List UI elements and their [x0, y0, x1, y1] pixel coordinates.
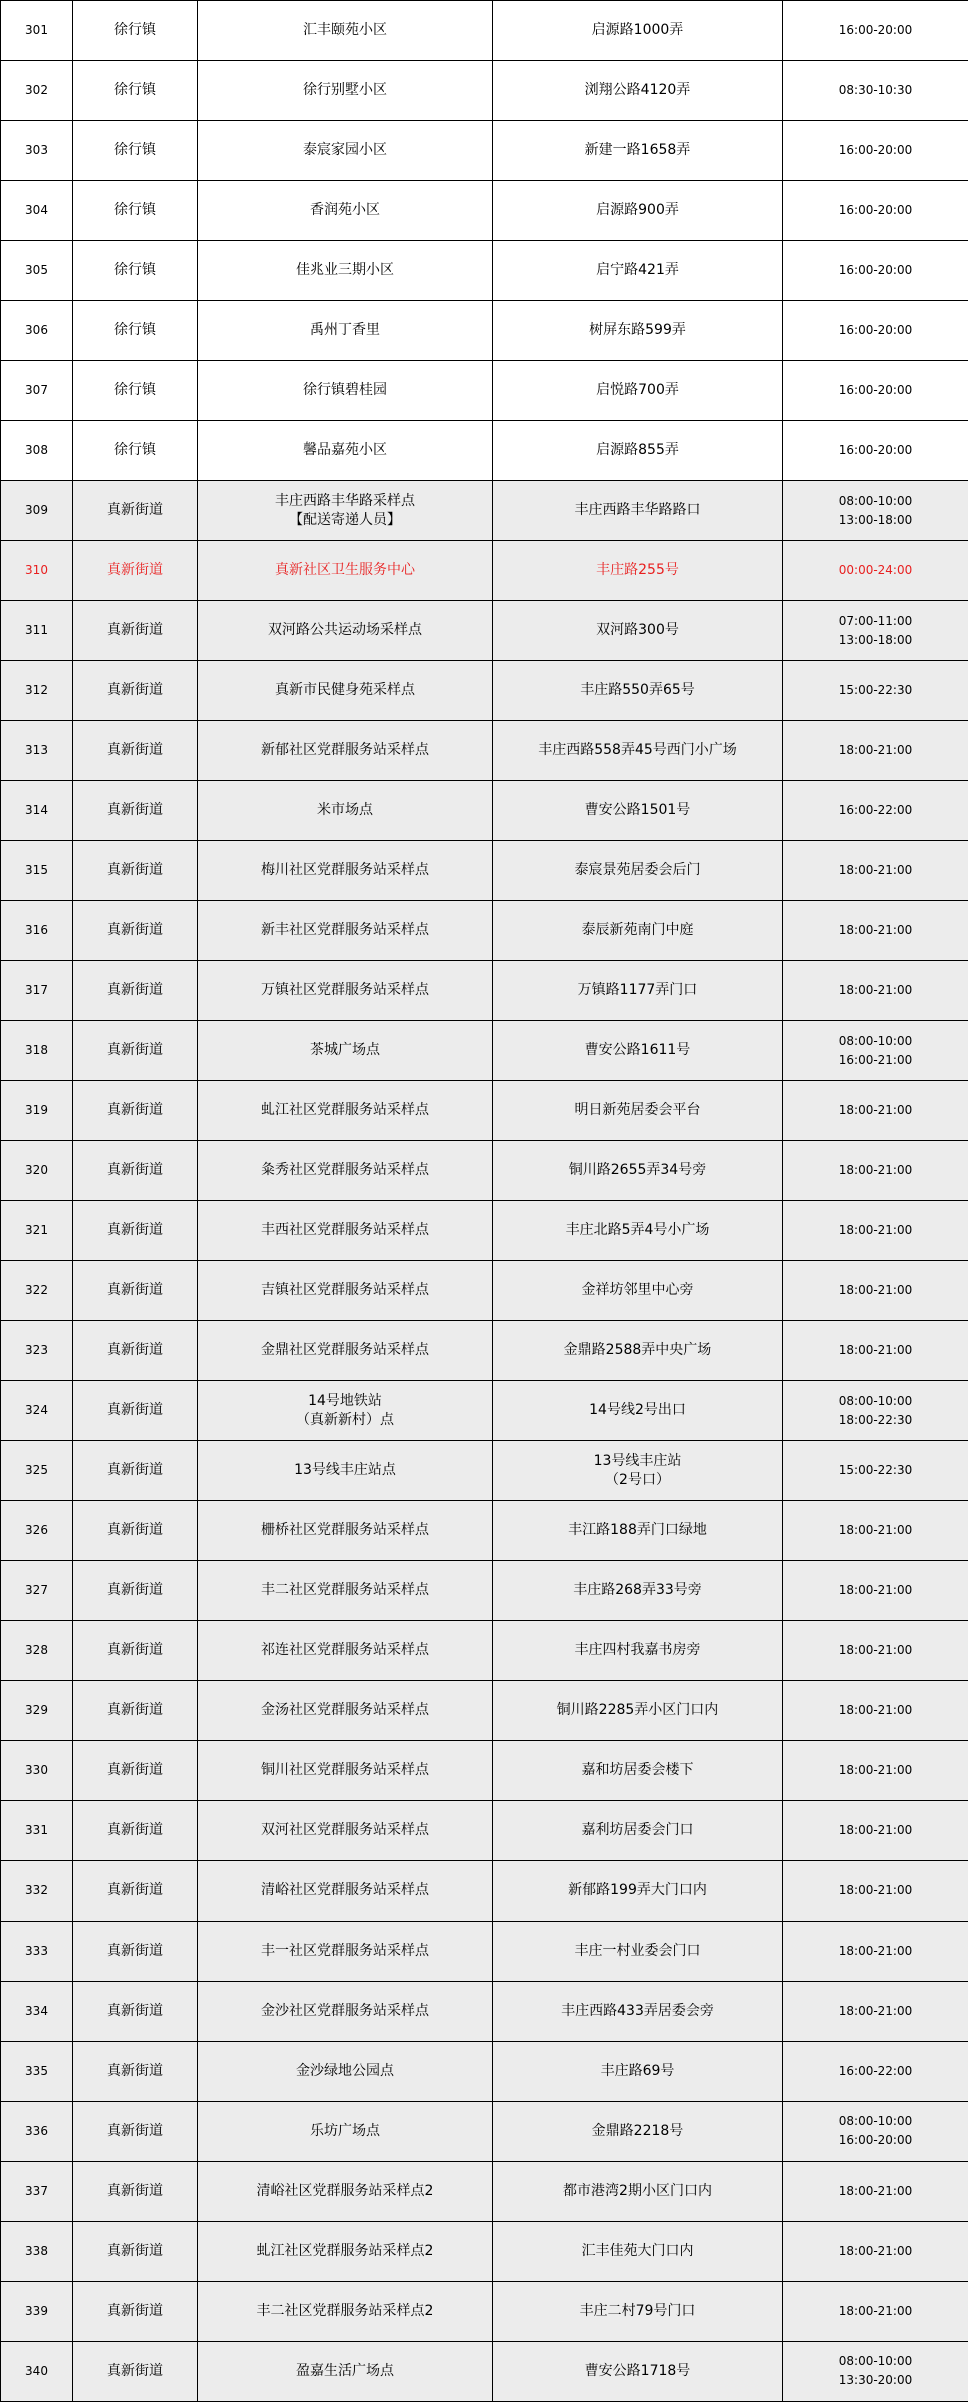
cell-time: 16:00-20:00 [783, 241, 968, 301]
cell-number: 326 [1, 1501, 73, 1561]
cell-site-name: 丰二社区党群服务站采样点 [198, 1561, 493, 1621]
cell-number: 316 [1, 901, 73, 961]
cell-time: 08:30-10:30 [783, 61, 968, 121]
cell-time: 18:00-21:00 [783, 1681, 968, 1741]
table-row [1, 1861, 968, 1921]
cell-address: 嘉和坊居委会楼下 [493, 1741, 783, 1801]
cell-site-name: 真新社区卫生服务中心 [198, 541, 493, 601]
cell-number: 310 [1, 541, 73, 601]
cell-time: 00:00-24:00 [783, 541, 968, 601]
cell-site-name: 金沙社区党群服务站采样点 [198, 1981, 493, 2041]
cell-town: 真新街道 [73, 1981, 198, 2041]
cell-address: 金鼎路2218号 [493, 2101, 783, 2161]
table-row [1, 241, 968, 301]
cell-time: 15:00-22:30 [783, 1441, 968, 1501]
cell-town: 徐行镇 [73, 61, 198, 121]
cell-town: 徐行镇 [73, 1, 198, 61]
cell-address: 丰庄北路5弄4号小广场 [493, 1201, 783, 1261]
cell-time: 18:00-21:00 [783, 1321, 968, 1381]
cell-number: 309 [1, 481, 73, 541]
cell-number: 328 [1, 1621, 73, 1681]
cell-number: 338 [1, 2221, 73, 2281]
cell-address: 丰庄路69号 [493, 2041, 783, 2101]
cell-town: 真新街道 [73, 1801, 198, 1861]
cell-address: 13号线丰庄站 （2号口） [493, 1441, 783, 1501]
table-row [1, 661, 968, 721]
cell-site-name: 乐坊广场点 [198, 2101, 493, 2161]
table-row [1, 1921, 968, 1981]
cell-town: 真新街道 [73, 2221, 198, 2281]
cell-address: 泰宸景苑居委会后门 [493, 841, 783, 901]
cell-address: 丰庄路268弄33号旁 [493, 1561, 783, 1621]
cell-site-name: 祁连社区党群服务站采样点 [198, 1621, 493, 1681]
cell-town: 真新街道 [73, 901, 198, 961]
cell-time: 18:00-21:00 [783, 901, 968, 961]
cell-time: 18:00-21:00 [783, 1981, 968, 2041]
cell-time: 18:00-21:00 [783, 1561, 968, 1621]
table-row [1, 1321, 968, 1381]
cell-number: 304 [1, 181, 73, 241]
table-row [1, 541, 968, 601]
cell-site-name: 双河路公共运动场采样点 [198, 601, 493, 661]
cell-number: 321 [1, 1201, 73, 1261]
cell-town: 真新街道 [73, 2161, 198, 2221]
cell-site-name: 粂秀社区党群服务站采样点 [198, 1141, 493, 1201]
cell-time: 18:00-21:00 [783, 1201, 968, 1261]
cell-site-name: 清峪社区党群服务站采样点 [198, 1861, 493, 1921]
cell-number: 337 [1, 2161, 73, 2221]
cell-site-name: 栅桥社区党群服务站采样点 [198, 1501, 493, 1561]
cell-town: 真新街道 [73, 841, 198, 901]
cell-time: 18:00-21:00 [783, 1081, 968, 1141]
cell-site-name: 汇丰颐苑小区 [198, 1, 493, 61]
cell-town: 徐行镇 [73, 361, 198, 421]
cell-number: 317 [1, 961, 73, 1021]
table-row [1, 121, 968, 181]
cell-address: 都市港湾2期小区门口内 [493, 2161, 783, 2221]
cell-time: 16:00-20:00 [783, 121, 968, 181]
cell-number: 322 [1, 1261, 73, 1321]
cell-number: 327 [1, 1561, 73, 1621]
cell-time: 18:00-21:00 [783, 1921, 968, 1981]
cell-number: 340 [1, 2341, 73, 2401]
cell-town: 徐行镇 [73, 181, 198, 241]
cell-time: 18:00-21:00 [783, 961, 968, 1021]
cell-number: 301 [1, 1, 73, 61]
cell-site-name: 丰二社区党群服务站采样点2 [198, 2281, 493, 2341]
cell-site-name: 清峪社区党群服务站采样点2 [198, 2161, 493, 2221]
cell-number: 332 [1, 1861, 73, 1921]
cell-number: 306 [1, 301, 73, 361]
cell-address: 启宁路421弄 [493, 241, 783, 301]
table-row [1, 601, 968, 661]
cell-address: 丰江路188弄门口绿地 [493, 1501, 783, 1561]
cell-town: 真新街道 [73, 781, 198, 841]
table-row [1, 781, 968, 841]
cell-number: 318 [1, 1021, 73, 1081]
cell-time: 08:00-10:00 16:00-21:00 [783, 1021, 968, 1081]
cell-time: 18:00-21:00 [783, 2161, 968, 2221]
table-row [1, 1801, 968, 1861]
cell-site-name: 双河社区党群服务站采样点 [198, 1801, 493, 1861]
table-row [1, 181, 968, 241]
cell-site-name: 铜川社区党群服务站采样点 [198, 1741, 493, 1801]
cell-time: 18:00-21:00 [783, 2221, 968, 2281]
cell-time: 16:00-20:00 [783, 421, 968, 481]
table-row [1, 481, 968, 541]
cell-site-name: 丰西社区党群服务站采样点 [198, 1201, 493, 1261]
cell-site-name: 虬江社区党群服务站采样点2 [198, 2221, 493, 2281]
cell-town: 真新街道 [73, 2041, 198, 2101]
cell-address: 14号线2号出口 [493, 1381, 783, 1441]
cell-town: 真新街道 [73, 1321, 198, 1381]
table-row [1, 1261, 968, 1321]
cell-town: 真新街道 [73, 601, 198, 661]
table-row [1, 1441, 968, 1501]
cell-address: 曹安公路1718号 [493, 2341, 783, 2401]
cell-town: 真新街道 [73, 1441, 198, 1501]
cell-town: 真新街道 [73, 661, 198, 721]
cell-address: 曹安公路1501号 [493, 781, 783, 841]
cell-town: 真新街道 [73, 541, 198, 601]
table-row [1, 1141, 968, 1201]
cell-number: 325 [1, 1441, 73, 1501]
cell-address: 丰庄西路558弄45号西门小广场 [493, 721, 783, 781]
cell-number: 331 [1, 1801, 73, 1861]
cell-site-name: 禹州丁香里 [198, 301, 493, 361]
table-row [1, 2221, 968, 2281]
cell-address: 丰庄西路433弄居委会旁 [493, 1981, 783, 2041]
cell-site-name: 真新市民健身苑采样点 [198, 661, 493, 721]
cell-time: 18:00-21:00 [783, 1501, 968, 1561]
table-row [1, 2341, 968, 2401]
cell-site-name: 丰庄西路丰华路采样点 【配送寄递人员】 [198, 481, 493, 541]
cell-town: 真新街道 [73, 1201, 198, 1261]
cell-address: 丰庄路255号 [493, 541, 783, 601]
cell-address: 丰庄路550弄65号 [493, 661, 783, 721]
cell-time: 08:00-10:00 13:30-20:00 [783, 2341, 968, 2401]
cell-site-name: 泰宸家园小区 [198, 121, 493, 181]
cell-town: 真新街道 [73, 2101, 198, 2161]
cell-site-name: 虬江社区党群服务站采样点 [198, 1081, 493, 1141]
cell-town: 真新街道 [73, 1021, 198, 1081]
cell-site-name: 盈嘉生活广场点 [198, 2341, 493, 2401]
cell-town: 真新街道 [73, 481, 198, 541]
cell-town: 真新街道 [73, 1261, 198, 1321]
cell-address: 新建一路1658弄 [493, 121, 783, 181]
cell-time: 18:00-21:00 [783, 721, 968, 781]
cell-town: 真新街道 [73, 961, 198, 1021]
cell-site-name: 徐行别墅小区 [198, 61, 493, 121]
cell-site-name: 佳兆业三期小区 [198, 241, 493, 301]
cell-number: 305 [1, 241, 73, 301]
cell-address: 启源路1000弄 [493, 1, 783, 61]
table-row [1, 1201, 968, 1261]
table-row [1, 2161, 968, 2221]
cell-number: 315 [1, 841, 73, 901]
cell-town: 徐行镇 [73, 301, 198, 361]
table-row [1, 2041, 968, 2101]
cell-time: 18:00-21:00 [783, 1801, 968, 1861]
cell-number: 335 [1, 2041, 73, 2101]
table-row [1, 2101, 968, 2161]
table-row [1, 301, 968, 361]
cell-time: 18:00-21:00 [783, 1741, 968, 1801]
table-row [1, 2281, 968, 2341]
table-row [1, 1501, 968, 1561]
cell-address: 启悦路700弄 [493, 361, 783, 421]
cell-town: 徐行镇 [73, 121, 198, 181]
cell-time: 16:00-20:00 [783, 301, 968, 361]
table-body [1, 1, 968, 2402]
cell-address: 曹安公路1611号 [493, 1021, 783, 1081]
cell-town: 徐行镇 [73, 421, 198, 481]
table-row [1, 1621, 968, 1681]
cell-time: 16:00-20:00 [783, 1, 968, 61]
table-row [1, 61, 968, 121]
cell-town: 真新街道 [73, 1921, 198, 1981]
table-row [1, 421, 968, 481]
cell-town: 真新街道 [73, 1741, 198, 1801]
cell-number: 330 [1, 1741, 73, 1801]
table-row [1, 1, 968, 61]
cell-number: 314 [1, 781, 73, 841]
cell-address: 新郁路199弄大门口内 [493, 1861, 783, 1921]
cell-site-name: 金鼎社区党群服务站采样点 [198, 1321, 493, 1381]
cell-site-name: 米市场点 [198, 781, 493, 841]
cell-time: 07:00-11:00 13:00-18:00 [783, 601, 968, 661]
cell-number: 307 [1, 361, 73, 421]
cell-town: 真新街道 [73, 2281, 198, 2341]
table-row [1, 901, 968, 961]
cell-time: 16:00-22:00 [783, 781, 968, 841]
cell-town: 真新街道 [73, 2341, 198, 2401]
cell-number: 313 [1, 721, 73, 781]
cell-time: 08:00-10:00 16:00-20:00 [783, 2101, 968, 2161]
cell-address: 丰庄一村业委会门口 [493, 1921, 783, 1981]
cell-number: 336 [1, 2101, 73, 2161]
cell-site-name: 新郁社区党群服务站采样点 [198, 721, 493, 781]
cell-time: 15:00-22:30 [783, 661, 968, 721]
cell-town: 徐行镇 [73, 241, 198, 301]
cell-address: 启源路900弄 [493, 181, 783, 241]
cell-number: 302 [1, 61, 73, 121]
cell-address: 双河路300号 [493, 601, 783, 661]
cell-address: 丰庄西路丰华路路口 [493, 481, 783, 541]
cell-town: 真新街道 [73, 1141, 198, 1201]
cell-time: 16:00-20:00 [783, 361, 968, 421]
cell-number: 319 [1, 1081, 73, 1141]
cell-number: 320 [1, 1141, 73, 1201]
cell-town: 真新街道 [73, 721, 198, 781]
cell-site-name: 新丰社区党群服务站采样点 [198, 901, 493, 961]
cell-site-name: 万镇社区党群服务站采样点 [198, 961, 493, 1021]
cell-site-name: 13号线丰庄站点 [198, 1441, 493, 1501]
cell-site-name: 金沙绿地公园点 [198, 2041, 493, 2101]
cell-site-name: 馨品嘉苑小区 [198, 421, 493, 481]
cell-site-name: 茶城广场点 [198, 1021, 493, 1081]
cell-site-name: 丰一社区党群服务站采样点 [198, 1921, 493, 1981]
cell-number: 323 [1, 1321, 73, 1381]
table-row [1, 841, 968, 901]
cell-address: 铜川路2655弄34号旁 [493, 1141, 783, 1201]
cell-time: 18:00-21:00 [783, 1141, 968, 1201]
cell-address: 金祥坊邻里中心旁 [493, 1261, 783, 1321]
cell-town: 真新街道 [73, 1621, 198, 1681]
table-row [1, 1741, 968, 1801]
cell-time: 08:00-10:00 18:00-22:30 [783, 1381, 968, 1441]
cell-time: 18:00-21:00 [783, 1261, 968, 1321]
table-row [1, 361, 968, 421]
cell-address: 丰庄二村79号门口 [493, 2281, 783, 2341]
cell-address: 树屏东路599弄 [493, 301, 783, 361]
table-row [1, 1381, 968, 1441]
cell-time: 18:00-21:00 [783, 1621, 968, 1681]
cell-number: 324 [1, 1381, 73, 1441]
cell-address: 浏翔公路4120弄 [493, 61, 783, 121]
cell-number: 339 [1, 2281, 73, 2341]
cell-time: 08:00-10:00 13:00-18:00 [783, 481, 968, 541]
cell-address: 嘉利坊居委会门口 [493, 1801, 783, 1861]
cell-address: 汇丰佳苑大门口内 [493, 2221, 783, 2281]
cell-site-name: 梅川社区党群服务站采样点 [198, 841, 493, 901]
cell-number: 303 [1, 121, 73, 181]
cell-address: 丰庄四村我嘉书房旁 [493, 1621, 783, 1681]
cell-site-name: 金汤社区党群服务站采样点 [198, 1681, 493, 1741]
table-row [1, 1081, 968, 1141]
table-row [1, 721, 968, 781]
cell-address: 万镇路1177弄门口 [493, 961, 783, 1021]
cell-town: 真新街道 [73, 1681, 198, 1741]
table-row [1, 961, 968, 1021]
cell-time: 16:00-20:00 [783, 181, 968, 241]
cell-site-name: 吉镇社区党群服务站采样点 [198, 1261, 493, 1321]
cell-site-name: 香润苑小区 [198, 181, 493, 241]
cell-town: 真新街道 [73, 1861, 198, 1921]
cell-number: 333 [1, 1921, 73, 1981]
cell-town: 真新街道 [73, 1501, 198, 1561]
cell-time: 16:00-22:00 [783, 2041, 968, 2101]
cell-town: 真新街道 [73, 1081, 198, 1141]
cell-time: 18:00-21:00 [783, 2281, 968, 2341]
cell-time: 18:00-21:00 [783, 1861, 968, 1921]
cell-number: 334 [1, 1981, 73, 2041]
cell-site-name: 14号地铁站 （真新新村）点 [198, 1381, 493, 1441]
table-row [1, 1561, 968, 1621]
table-row [1, 1021, 968, 1081]
cell-town: 真新街道 [73, 1381, 198, 1441]
cell-address: 铜川路2285弄小区门口内 [493, 1681, 783, 1741]
cell-number: 329 [1, 1681, 73, 1741]
cell-town: 真新街道 [73, 1561, 198, 1621]
cell-site-name: 徐行镇碧桂园 [198, 361, 493, 421]
cell-number: 311 [1, 601, 73, 661]
cell-time: 18:00-21:00 [783, 841, 968, 901]
table-row [1, 1681, 968, 1741]
table-row [1, 1981, 968, 2041]
cell-number: 308 [1, 421, 73, 481]
cell-number: 312 [1, 661, 73, 721]
cell-address: 启源路855弄 [493, 421, 783, 481]
cell-address: 明日新苑居委会平台 [493, 1081, 783, 1141]
cell-address: 泰辰新苑南门中庭 [493, 901, 783, 961]
cell-address: 金鼎路2588弄中央广场 [493, 1321, 783, 1381]
